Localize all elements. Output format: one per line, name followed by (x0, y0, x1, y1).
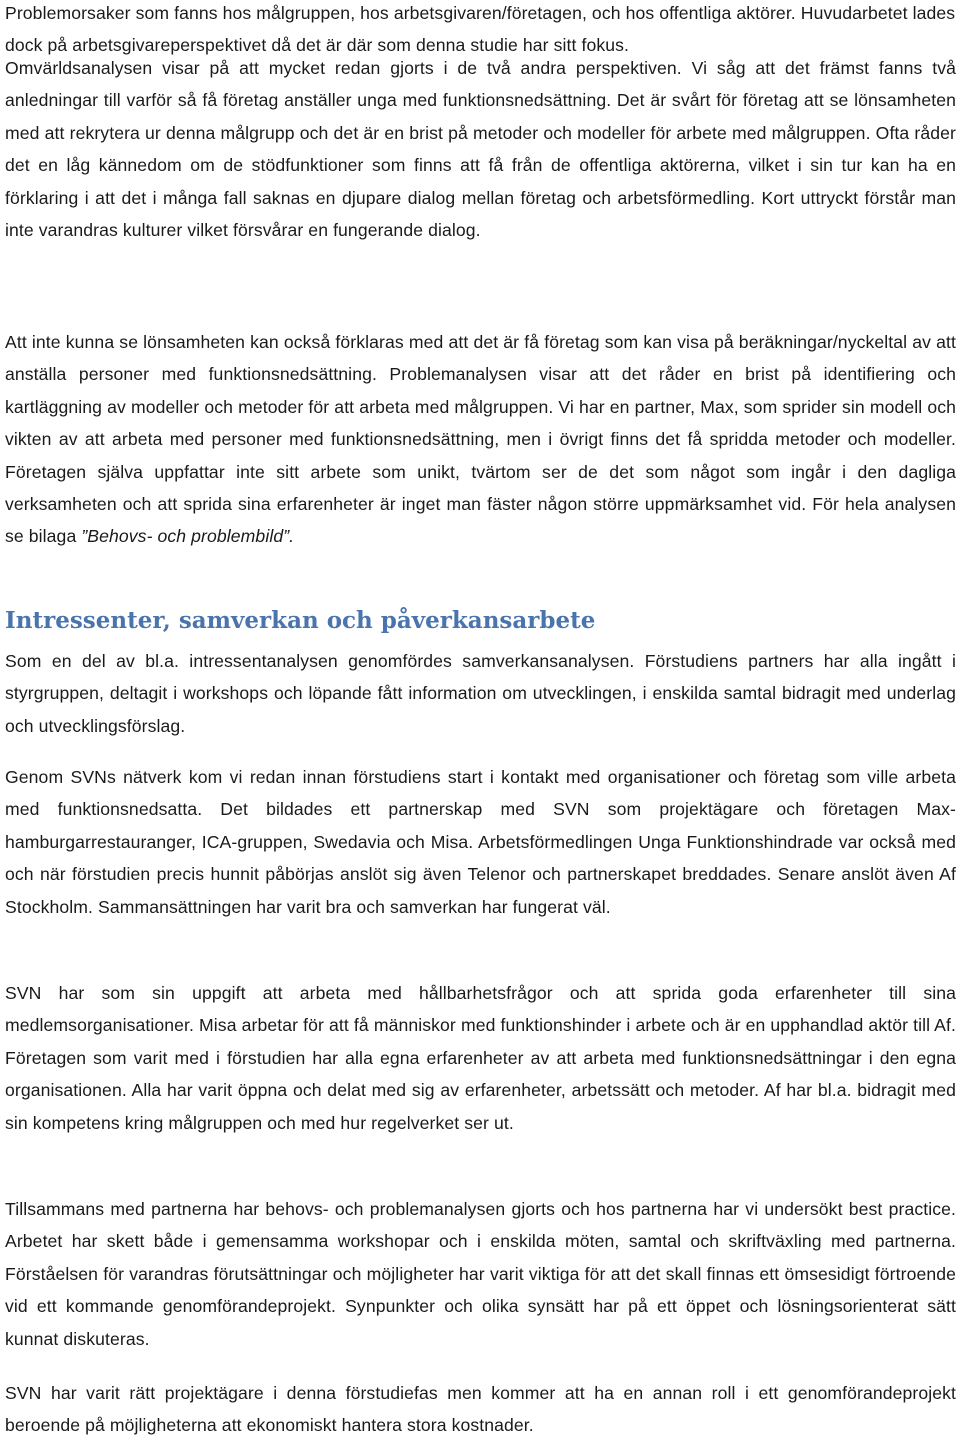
paragraph-project-owner: SVN har varit rätt projektägare i denna förstudiefas men kommer att ha en annan roll i ett genomförandeprojekt beroende på möjligheterna att ekonomiskt hantera stora kostnader. (5, 1383, 956, 1436)
paragraph-collaboration: Tillsammans med partnerna har behovs- och problemanalysen gjorts och hos partnerna har vi undersökt best practice. Arbetet har skett både i gemensamma workshopar och i enskilda möten, samtal och skriftväxling med partnerna. Förståelsen för varandras förutsättningar och möjligheter har varit viktiga för att det skall finnas ett ömsesidigt förtroende vid ett kommande genomförandeprojekt. Synpunkter och olika synsätt har på ett öppet och lösningsorienterat sätt kunnat diskuteras. (5, 1199, 956, 1349)
appendix-reference: ”Behovs- och problembild”. (81, 526, 295, 547)
section-heading: Intressenter, samverkan och påverkansarbete (5, 607, 596, 634)
paragraph-stakeholder-analysis: Som en del av bl.a. intressentanalysen genomfördes samverkansanalysen. Förstudiens partners har alla ingått i styrgruppen, deltagit i workshops och löpande fått information om utvecklingen, i enskilda samtal bidragit med underlag och utvecklingsförslag. (5, 651, 956, 736)
paragraph-partnership: Genom SVNs nätverk kom vi redan innan förstudiens start i kontakt med organisationer och företag som ville arbeta med funktionsnedsatta. Det bildades ett partnerskap med SVN som projektägare och företagen Max-hamburgarrestauranger, ICA-gruppen, Swedavia och Misa. Arbetsförmedlingen Unga Funktionshindrade var också med och när förstudien precis hunnit påbörjas anslöt sig även Telenor och partnerskapet breddades. Senare anslöt även Af Stockholm. Sammansättningen har varit bra och samverkan har fungerat väl. (5, 767, 956, 917)
paragraph-profitability (5, 326, 956, 553)
paragraph-svn-role: SVN har som sin uppgift att arbeta med hållbarhetsfrågor och att sprida goda erfarenheter till sina medlemsorganisationer. Misa arbetar för att få människor med funktionshinder i arbete och är en upphandlad aktör till Af. Företagen som varit med i förstudien har alla egna erfarenheter av att arbeta med funktionsnedsättningar i den egna organisationen. Alla har varit öppna och delat med sig av erfarenheter, arbetssätt och metoder. Af har bl.a. bidragit med sin kompetens kring målgruppen och med hur regelverket ser ut. (5, 983, 956, 1133)
paragraph-environment-analysis: Omvärldsanalysen visar på att mycket redan gjorts i de två andra perspektiven. Vi såg att det främst fanns två anledningar till varför så få företag anställer unga med funktionsnedsättning. Det är svårt för företag att se lönsamheten med att rekrytera ur denna målgrupp och det är en brist på metoder och modeller för arbete med målgruppen. Ofta råder det en låg kännedom om de stödfunktioner som finns att få från de offentliga aktörerna, vilket i sin tur kan ha en förklaring i att det i många fall saknas en djupare dialog mellan företag och arbetsförmedling. Kort uttryckt förstår man inte varandras kulturer vilket försvårar en fungerande dialog. (5, 58, 956, 241)
paragraph-problem-causes: Problemorsaker som fanns hos målgruppen, hos arbetsgivaren/företagen, och hos offentliga aktörer. Huvudarbetet lades dock på arbetsgivareperspektivet då det är där som denna studie har sitt fokus. (5, 3, 956, 56)
paragraph-profitability-text: Att inte kunna se lönsamheten kan också förklaras med att det är få företag som kan visa på beräkningar/nyckeltal av att anställa personer med funktionsnedsättning. Problemanalysen visar att det råder en brist på identifiering och kartläggning av modeller och metoder för att arbeta med målgruppen. Vi har en partner, Max, som sprider sin modell och vikten av att arbeta med personer med funktionsnedsättning, men i övrigt finns det få spridda metoder och modeller. Företagen själva uppfattar inte sitt arbete som unikt, tvärtom ser de det som något som ingår i den dagliga verksamheten och att sprida sina erfarenheter är inget man fäster någon större uppmärksamhet vid. För hela analysen se bilaga (5, 332, 956, 547)
